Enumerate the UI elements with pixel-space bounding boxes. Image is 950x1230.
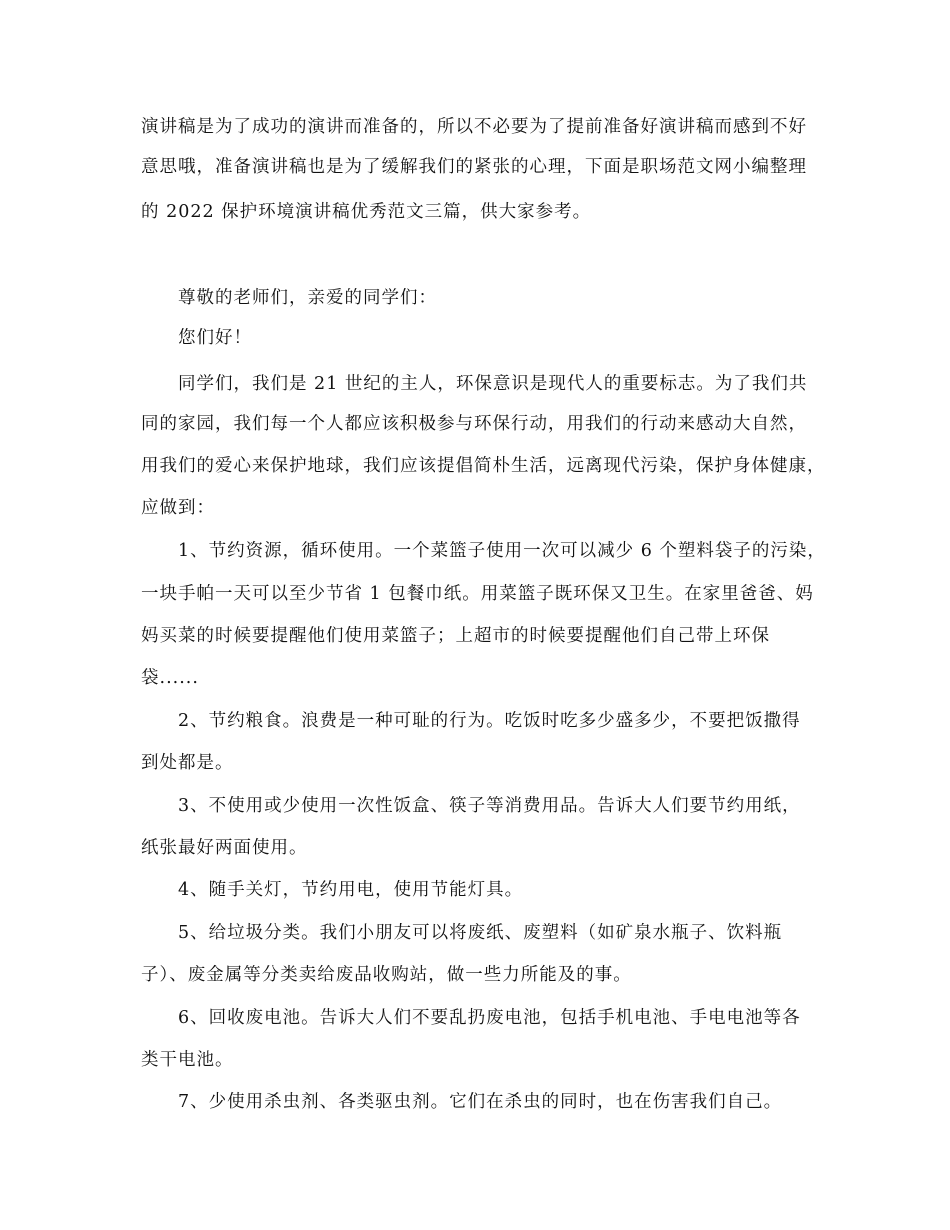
intro-line: 演讲稿是为了成功的演讲而准备的，所以不必要为了提前准备好演讲稿而感到不好 [141, 117, 807, 137]
list-item-line: 5、给垃圾分类。我们小朋友可以将废纸、废塑料（如矿泉水瓶子、饮料瓶 [178, 923, 783, 943]
list-item-line: 袋...... [141, 668, 199, 688]
list-item-line: 妈买菜的时候要提醒他们使用菜篮子；上超市的时候要提醒他们自己带上环保 [141, 626, 770, 646]
list-item-line: 4、随手关灯，节约用电，使用节能灯具。 [178, 880, 524, 900]
list-item-line: 类干电池。 [141, 1050, 234, 1070]
intro-line: 意思哦，准备演讲稿也是为了缓解我们的紧张的心理，下面是职场范文网小编整理 [141, 157, 807, 177]
list-item-line: 纸张最好两面使用。 [141, 838, 308, 858]
list-item-line: 6、回收废电池。告诉大人们不要乱扔废电池，包括手机电池、手电电池等各 [178, 1008, 801, 1028]
greeting: 您们好！ [178, 328, 252, 348]
body-line: 同学们，我们是 21 世纪的主人，环保意识是现代人的重要标志。为了我们共 [178, 374, 808, 394]
body-line: 同的家园，我们每一个人都应该积极参与环保行动，用我们的行动来感动大自然， [141, 414, 807, 434]
list-item-line: 7、少使用杀虫剂、各类驱虫剂。它们在杀虫的同时，也在伤害我们自己。 [178, 1092, 783, 1112]
list-item-line: 子）、废金属等分类卖给废品收购站，做一些力所能及的事。 [141, 965, 632, 985]
salutation: 尊敬的老师们，亲爱的同学们： [178, 288, 437, 308]
list-item-line: 3、不使用或少使用一次性饭盒、筷子等消费用品。告诉大人们要节约用纸， [178, 796, 801, 816]
intro-line: 的 2022 保护环境演讲稿优秀范文三篇，供大家参考。 [141, 202, 592, 222]
list-item-line: 到处都是。 [141, 753, 234, 773]
list-item-line: 2、节约粮食。浪费是一种可耻的行为。吃饭时吃多少盛多少，不要把饭撒得 [178, 711, 801, 731]
list-item-line: 1、节约资源，循环使用。一个菜篮子使用一次可以减少 6 个塑料袋子的污染， [178, 541, 826, 561]
body-line: 应做到： [141, 498, 215, 518]
list-item-line: 一块手帕一天可以至少节省 1 包餐巾纸。用菜篮子既环保又卫生。在家里爸爸、妈 [141, 584, 814, 604]
body-line: 用我们的爱心来保护地球，我们应该提倡简朴生活，远离现代污染，保护身体健康， [141, 456, 826, 476]
